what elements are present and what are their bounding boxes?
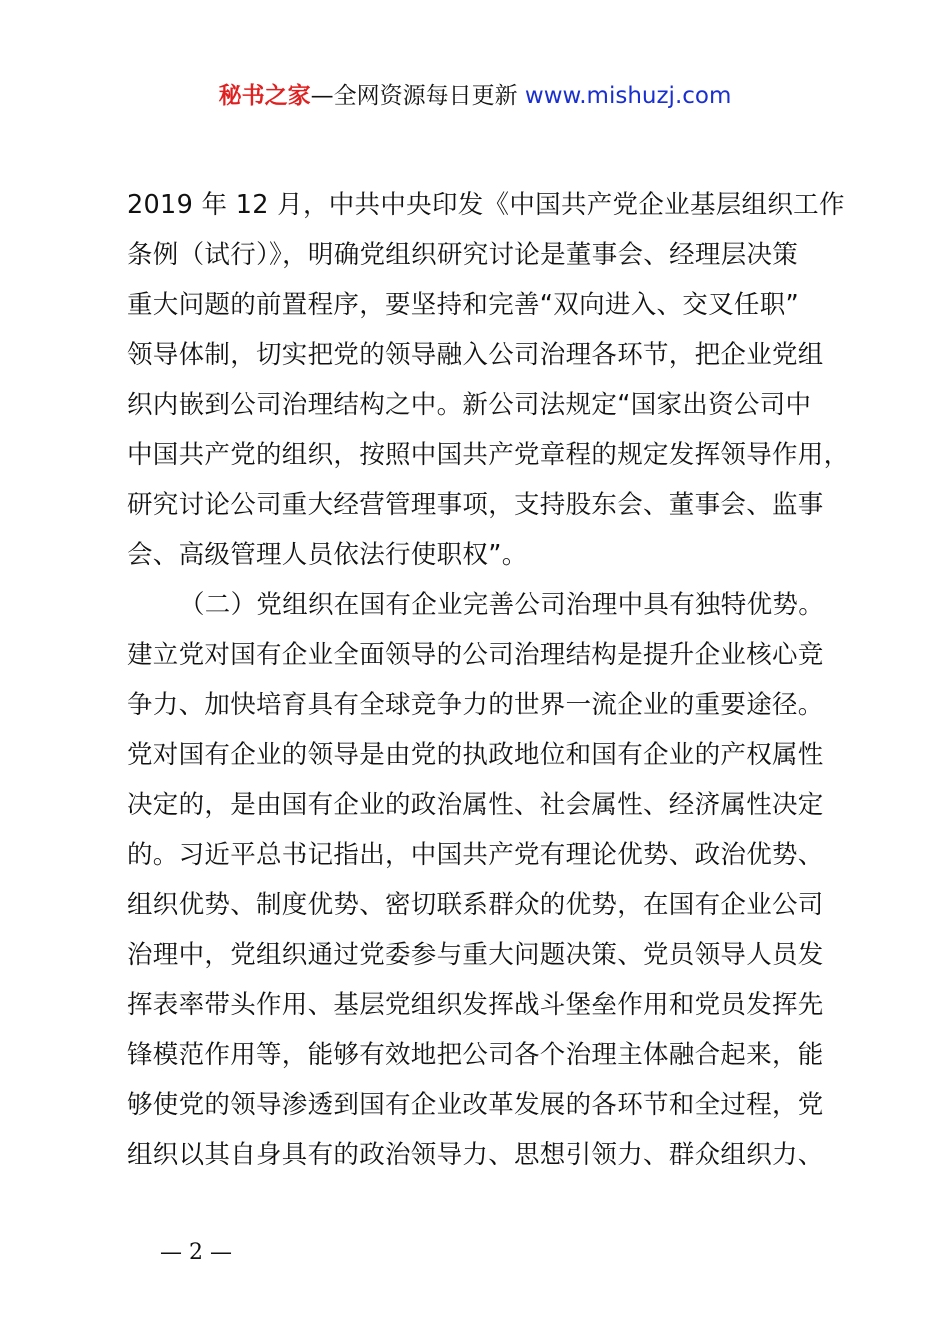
text-line: 组织优势、制度优势、密切联系群众的优势，在国有企业公司 (127, 890, 824, 920)
text-line: 领导体制，切实把党的领导融入公司治理各环节，把企业党组 (127, 340, 824, 370)
text-line: 组织以其自身具有的政治领导力、思想引领力、群众组织力、 (127, 1140, 824, 1170)
text-line: 中国共产党的组织，按照中国共产党章程的规定发挥领导作用， (127, 440, 850, 470)
site-header (0, 80, 950, 112)
text-line: 重大问题的前置程序，要坚持和完善“双向进入、交叉任职” (127, 290, 800, 320)
text-line: 条例（试行）》，明确党组织研究讨论是董事会、经理层决策 (127, 240, 799, 270)
text-line: 锋模范作用等，能够有效地把公司各个治理主体融合起来，能 (127, 1040, 824, 1070)
site-url-link[interactable]: www.mishuzj.com (524, 83, 732, 109)
page-number: — 2 — (160, 1240, 232, 1265)
text-line: 够使党的领导渗透到国有企业改革发展的各环节和全过程，党 (127, 1090, 824, 1120)
text-line: 织内嵌到公司治理结构之中。新公司法规定“国家出资公司中 (127, 390, 812, 420)
text-line: 争力、加快培育具有全球竞争力的世界一流企业的重要途径。 (127, 690, 824, 720)
section-heading: （二）党组织在国有企业完善公司治理中具有独特优势。 (179, 590, 825, 620)
text-line: 会、高级管理人员依法行使职权”。 (127, 540, 528, 570)
text-line: 决定的，是由国有企业的政治属性、社会属性、经济属性决定 (127, 790, 824, 820)
text-line: 研究讨论公司重大经营管理事项，支持股东会、董事会、监事 (127, 490, 824, 520)
text-line: 的。习近平总书记指出，中国共产党有理论优势、政治优势、 (127, 840, 824, 870)
document-body (127, 180, 850, 1180)
text-line: 治理中，党组织通过党委参与重大问题决策、党员领导人员发 (127, 940, 824, 970)
text-line: 挥表率带头作用、基层党组织发挥战斗堡垒作用和党员发挥先 (127, 990, 824, 1020)
text-line: 2019 年 12 月，中共中央印发《中国共产党企业基层组织工作 (127, 190, 845, 220)
text-line: 建立党对国有企业全面领导的公司治理结构是提升企业核心竞 (127, 640, 824, 670)
site-brand: 秘书之家 (218, 83, 311, 109)
site-slogan: —全网资源每日更新 (310, 83, 518, 109)
text-line: 党对国有企业的领导是由党的执政地位和国有企业的产权属性 (127, 740, 824, 770)
